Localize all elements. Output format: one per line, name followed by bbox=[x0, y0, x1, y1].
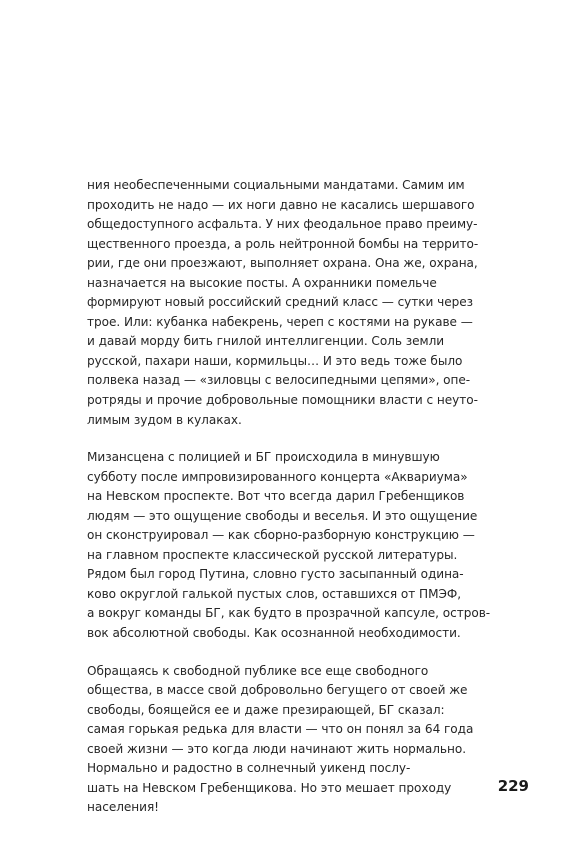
page-number: 229 bbox=[497, 777, 529, 795]
text-line: полвека назад — «зиловцы с велосипедными цепями», опе- bbox=[87, 373, 471, 388]
text-line: общедоступного асфальта. У них феодальное право преиму- bbox=[87, 217, 478, 232]
text-line: ния необеспеченными социальными мандатами. Самим им bbox=[87, 178, 465, 192]
text-line: людям — это ощущение свободы и веселья. И это ощущение bbox=[87, 508, 478, 523]
text-line: Нормально и радостно в солнечный уикенд послу- bbox=[87, 761, 411, 776]
paragraph bbox=[87, 662, 527, 818]
text-line: назначается на высокие посты. А охранники помельче bbox=[87, 275, 437, 290]
text-line: а вокруг команды БГ, как будто в прозрачной капсуле, остров- bbox=[87, 606, 491, 621]
paragraph bbox=[87, 448, 527, 643]
text-line: общества, в массе свой добровольно бегущего от своей же bbox=[87, 683, 468, 698]
text-line: ково округлой галькой пустых слов, оставшихся от ПМЭФ, bbox=[87, 586, 462, 601]
text-line: ротряды и прочие добровольные помощники власти с неуто- bbox=[87, 393, 478, 408]
text-line: вок абсолютной свободы. Как осознанной необходимости. bbox=[87, 626, 461, 641]
page-body bbox=[87, 176, 527, 818]
text-line: Обращаясь к свободной публике все еще свободного bbox=[87, 663, 429, 678]
text-line: свободы, боящейся ее и даже презирающей, БГ сказал: bbox=[87, 702, 445, 717]
text-line: и давай морду бить гнилой интеллигенции. Соль земли bbox=[87, 334, 445, 349]
text-line: щественного проезда, а роль нейтронной бомбы на террито- bbox=[87, 236, 479, 251]
text-line: рии, где они проезжают, выполняет охрана. Она же, охрана, bbox=[87, 256, 478, 271]
text-line: самая горькая редька для власти — что он понял за 64 года bbox=[87, 722, 474, 737]
text-line: русской, пахари наши, кормильцы… И это ведь тоже было bbox=[87, 353, 463, 368]
text-line: он сконструировал — как сборно-разборную конструкцию — bbox=[87, 528, 475, 543]
text-line: на главном проспекте классической русской литературы. bbox=[87, 547, 458, 562]
text-line: проходить не надо — их ноги давно не касались шершавого bbox=[87, 197, 475, 212]
text-line: субботу после импровизированного концерта «Аквариума» bbox=[87, 469, 468, 484]
text-line: лимым зудом в кулаках. bbox=[87, 412, 242, 427]
text-line: трое. Или: кубанка набекрень, череп с костями на рукаве — bbox=[87, 314, 473, 329]
paragraph bbox=[87, 176, 527, 430]
paragraph-spacer bbox=[87, 644, 527, 662]
text-line: на Невском проспекте. Вот что всегда дарил Гребенщиков bbox=[87, 489, 465, 504]
text-line: Мизансцена с полицией и БГ происходила в минувшую bbox=[87, 450, 440, 465]
text-line: населения! bbox=[87, 800, 159, 815]
text-line: своей жизни — это когда люди начинают жить нормально. bbox=[87, 741, 466, 756]
paragraph-spacer bbox=[87, 430, 527, 448]
text-line: Рядом был город Путина, словно густо засыпанный одина- bbox=[87, 567, 464, 582]
text-line: формируют новый российский средний класс — сутки через bbox=[87, 295, 474, 310]
text-line: шать на Невском Гребенщикова. Но это мешает проходу bbox=[87, 780, 452, 795]
